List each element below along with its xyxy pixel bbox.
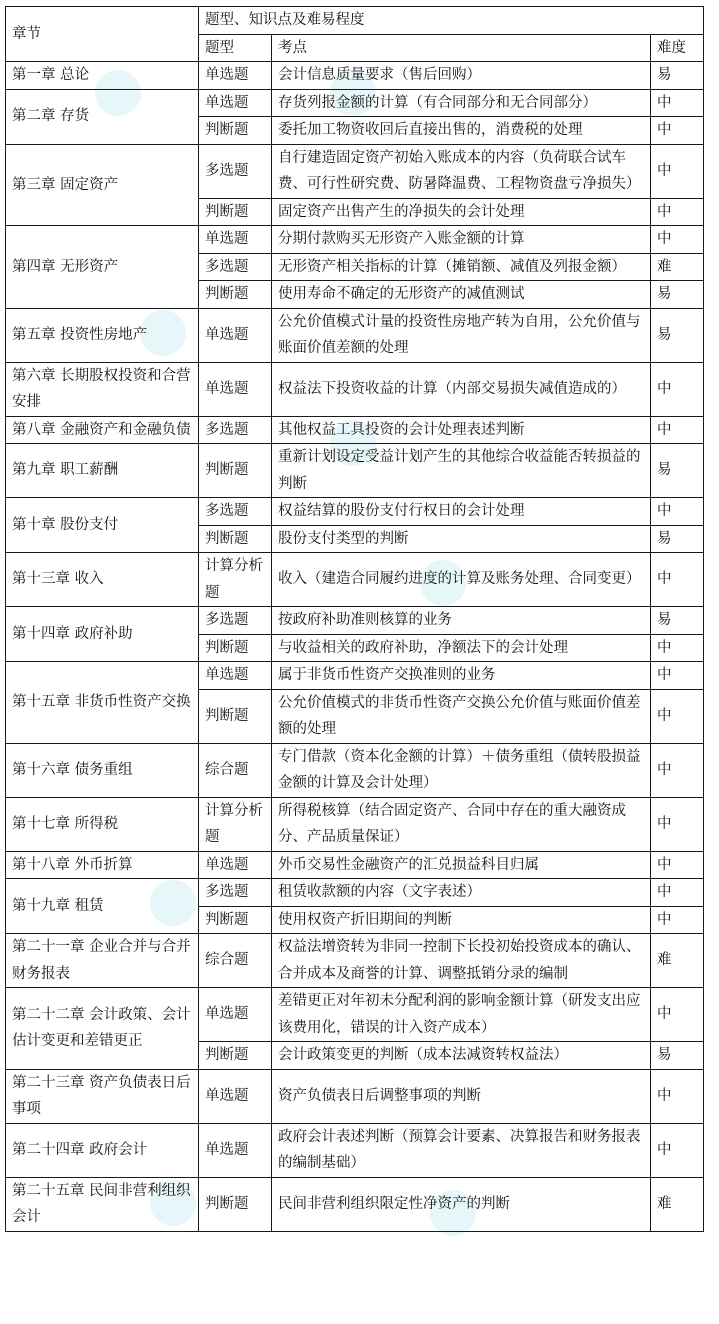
point-cell: 按政府补助准则核算的业务 xyxy=(272,607,651,635)
difficulty-cell: 中 xyxy=(651,144,704,198)
difficulty-cell: 易 xyxy=(651,607,704,635)
difficulty-cell: 易 xyxy=(651,62,704,90)
difficulty-cell: 中 xyxy=(651,498,704,526)
point-cell: 与收益相关的政府补助，净额法下的会计处理 xyxy=(272,634,651,662)
table-row xyxy=(6,879,704,907)
point-cell: 差错更正对年初未分配利润的影响金额计算（研发支出应该费用化，错误的计入资产成本） xyxy=(272,988,651,1042)
table-row xyxy=(6,308,704,362)
difficulty-cell: 中 xyxy=(651,198,704,226)
chapter-cell: 第五章 投资性房地产 xyxy=(6,308,199,362)
point-cell: 其他权益工具投资的会计处理表述判断 xyxy=(272,416,651,444)
exam-topics-table xyxy=(5,6,704,1232)
point-cell: 公允价值模式的非货币性资产交换公允价值与账面价值差额的处理 xyxy=(272,689,651,743)
table-row xyxy=(6,226,704,254)
type-cell: 多选题 xyxy=(199,498,272,526)
table-row xyxy=(6,498,704,526)
difficulty-cell: 难 xyxy=(651,253,704,281)
table-row xyxy=(6,416,704,444)
chapter-cell: 第二十三章 资产负债表日后事项 xyxy=(6,1069,199,1123)
table-row xyxy=(6,851,704,879)
type-cell: 单选题 xyxy=(199,662,272,690)
header-row xyxy=(6,7,704,35)
point-cell: 使用寿命不确定的无形资产的减值测试 xyxy=(272,281,651,309)
chapter-cell: 第十七章 所得税 xyxy=(6,797,199,851)
chapter-cell: 第十八章 外币折算 xyxy=(6,851,199,879)
table-row xyxy=(6,1069,704,1123)
type-cell: 判断题 xyxy=(199,906,272,934)
chapter-cell: 第十六章 债务重组 xyxy=(6,743,199,797)
table-row xyxy=(6,553,704,607)
type-cell: 判断题 xyxy=(199,1042,272,1070)
type-cell: 多选题 xyxy=(199,144,272,198)
type-cell: 单选题 xyxy=(199,988,272,1042)
type-cell: 多选题 xyxy=(199,607,272,635)
type-cell: 判断题 xyxy=(199,525,272,553)
table-row xyxy=(6,988,704,1042)
point-cell: 权益结算的股份支付行权日的会计处理 xyxy=(272,498,651,526)
table-row xyxy=(6,362,704,416)
chapter-cell: 第二十一章 企业合并与合并财务报表 xyxy=(6,934,199,988)
point-cell: 政府会计表述判断（预算会计要素、决算报告和财务报表的编制基础） xyxy=(272,1123,651,1177)
difficulty-cell: 易 xyxy=(651,308,704,362)
chapter-cell: 第三章 固定资产 xyxy=(6,144,199,226)
difficulty-cell: 中 xyxy=(651,743,704,797)
point-cell: 外币交易性金融资产的汇兑损益科目归属 xyxy=(272,851,651,879)
point-cell: 使用权资产折旧期间的判断 xyxy=(272,906,651,934)
header-type: 题型 xyxy=(199,34,272,62)
point-cell: 专门借款（资本化金额的计算）＋债务重组（债转股损益金额的计算及会计处理） xyxy=(272,743,651,797)
point-cell: 收入（建造合同履约进度的计算及账务处理、合同变更） xyxy=(272,553,651,607)
chapter-cell: 第十三章 收入 xyxy=(6,553,199,607)
point-cell: 民间非营利组织限定性净资产的判断 xyxy=(272,1177,651,1231)
difficulty-cell: 中 xyxy=(651,851,704,879)
difficulty-cell: 易 xyxy=(651,1042,704,1070)
type-cell: 单选题 xyxy=(199,226,272,254)
difficulty-cell: 中 xyxy=(651,689,704,743)
type-cell: 计算分析题 xyxy=(199,553,272,607)
point-cell: 股份支付类型的判断 xyxy=(272,525,651,553)
difficulty-cell: 中 xyxy=(651,906,704,934)
type-cell: 判断题 xyxy=(199,281,272,309)
difficulty-cell: 中 xyxy=(651,634,704,662)
type-cell: 单选题 xyxy=(199,362,272,416)
table-row xyxy=(6,444,704,498)
type-cell: 判断题 xyxy=(199,117,272,145)
type-cell: 单选题 xyxy=(199,89,272,117)
table-row xyxy=(6,934,704,988)
chapter-cell: 第二章 存货 xyxy=(6,89,199,144)
point-cell: 固定资产出售产生的净损失的会计处理 xyxy=(272,198,651,226)
header-point: 考点 xyxy=(272,34,651,62)
point-cell: 会计政策变更的判断（成本法减资转权益法） xyxy=(272,1042,651,1070)
point-cell: 自行建造固定资产初始入账成本的内容（负荷联合试车费、可行性研究费、防暑降温费、工程物资盘亏净损失） xyxy=(272,144,651,198)
point-cell: 所得税核算（结合固定资产、合同中存在的重大融资成分、产品质量保证） xyxy=(272,797,651,851)
point-cell: 无形资产相关指标的计算（摊销额、减值及列报金额） xyxy=(272,253,651,281)
point-cell: 存货列报金额的计算（有合同部分和无合同部分） xyxy=(272,89,651,117)
difficulty-cell: 中 xyxy=(651,797,704,851)
difficulty-cell: 中 xyxy=(651,988,704,1042)
table-row xyxy=(6,144,704,198)
type-cell: 判断题 xyxy=(199,689,272,743)
chapter-cell: 第一章 总论 xyxy=(6,62,199,90)
difficulty-cell: 易 xyxy=(651,281,704,309)
type-cell: 判断题 xyxy=(199,634,272,662)
chapter-cell: 第十四章 政府补助 xyxy=(6,607,199,662)
difficulty-cell: 中 xyxy=(651,416,704,444)
point-cell: 属于非货币性资产交换准则的业务 xyxy=(272,662,651,690)
point-cell: 资产负债表日后调整事项的判断 xyxy=(272,1069,651,1123)
chapter-cell: 第十九章 租赁 xyxy=(6,879,199,934)
point-cell: 会计信息质量要求（售后回购） xyxy=(272,62,651,90)
chapter-cell: 第二十四章 政府会计 xyxy=(6,1123,199,1177)
type-cell: 单选题 xyxy=(199,62,272,90)
difficulty-cell: 难 xyxy=(651,1177,704,1231)
type-cell: 综合题 xyxy=(199,743,272,797)
type-cell: 计算分析题 xyxy=(199,797,272,851)
type-cell: 多选题 xyxy=(199,416,272,444)
table-row xyxy=(6,743,704,797)
type-cell: 单选题 xyxy=(199,308,272,362)
table-row xyxy=(6,1177,704,1231)
difficulty-cell: 中 xyxy=(651,1069,704,1123)
difficulty-cell: 中 xyxy=(651,117,704,145)
difficulty-cell: 中 xyxy=(651,662,704,690)
header-chapter: 章节 xyxy=(6,7,199,62)
point-cell: 分期付款购买无形资产入账金额的计算 xyxy=(272,226,651,254)
difficulty-cell: 中 xyxy=(651,362,704,416)
type-cell: 判断题 xyxy=(199,1177,272,1231)
chapter-cell: 第九章 职工薪酬 xyxy=(6,444,199,498)
type-cell: 综合题 xyxy=(199,934,272,988)
chapter-cell: 第八章 金融资产和金融负债 xyxy=(6,416,199,444)
difficulty-cell: 易 xyxy=(651,525,704,553)
chapter-cell: 第六章 长期股权投资和合营安排 xyxy=(6,362,199,416)
difficulty-cell: 中 xyxy=(651,226,704,254)
chapter-cell: 第二十五章 民间非营利组织会计 xyxy=(6,1177,199,1231)
table-row xyxy=(6,797,704,851)
header-difficulty: 难度 xyxy=(651,34,704,62)
type-cell: 单选题 xyxy=(199,1123,272,1177)
header-group: 题型、知识点及难易程度 xyxy=(199,7,704,35)
difficulty-cell: 易 xyxy=(651,444,704,498)
type-cell: 判断题 xyxy=(199,444,272,498)
point-cell: 权益法增资转为非同一控制下长投初始投资成本的确认、合并成本及商誉的计算、调整抵销分录的编制 xyxy=(272,934,651,988)
point-cell: 委托加工物资收回后直接出售的，消费税的处理 xyxy=(272,117,651,145)
difficulty-cell: 中 xyxy=(651,1123,704,1177)
table-row xyxy=(6,1123,704,1177)
point-cell: 租赁收款额的内容（文字表述） xyxy=(272,879,651,907)
type-cell: 单选题 xyxy=(199,1069,272,1123)
difficulty-cell: 中 xyxy=(651,89,704,117)
difficulty-cell: 中 xyxy=(651,553,704,607)
table-row xyxy=(6,607,704,635)
chapter-cell: 第四章 无形资产 xyxy=(6,226,199,309)
chapter-cell: 第二十二章 会计政策、会计估计变更和差错更正 xyxy=(6,988,199,1070)
difficulty-cell: 中 xyxy=(651,879,704,907)
type-cell: 多选题 xyxy=(199,879,272,907)
table-row xyxy=(6,662,704,690)
table-row xyxy=(6,89,704,117)
chapter-cell: 第十章 股份支付 xyxy=(6,498,199,553)
chapter-cell: 第十五章 非货币性资产交换 xyxy=(6,662,199,744)
table-row xyxy=(6,62,704,90)
point-cell: 重新计划设定受益计划产生的其他综合收益能否转损益的判断 xyxy=(272,444,651,498)
point-cell: 权益法下投资收益的计算（内部交易损失减值造成的） xyxy=(272,362,651,416)
type-cell: 单选题 xyxy=(199,851,272,879)
type-cell: 多选题 xyxy=(199,253,272,281)
type-cell: 判断题 xyxy=(199,198,272,226)
point-cell: 公允价值模式计量的投资性房地产转为自用，公允价值与账面价值差额的处理 xyxy=(272,308,651,362)
difficulty-cell: 难 xyxy=(651,934,704,988)
